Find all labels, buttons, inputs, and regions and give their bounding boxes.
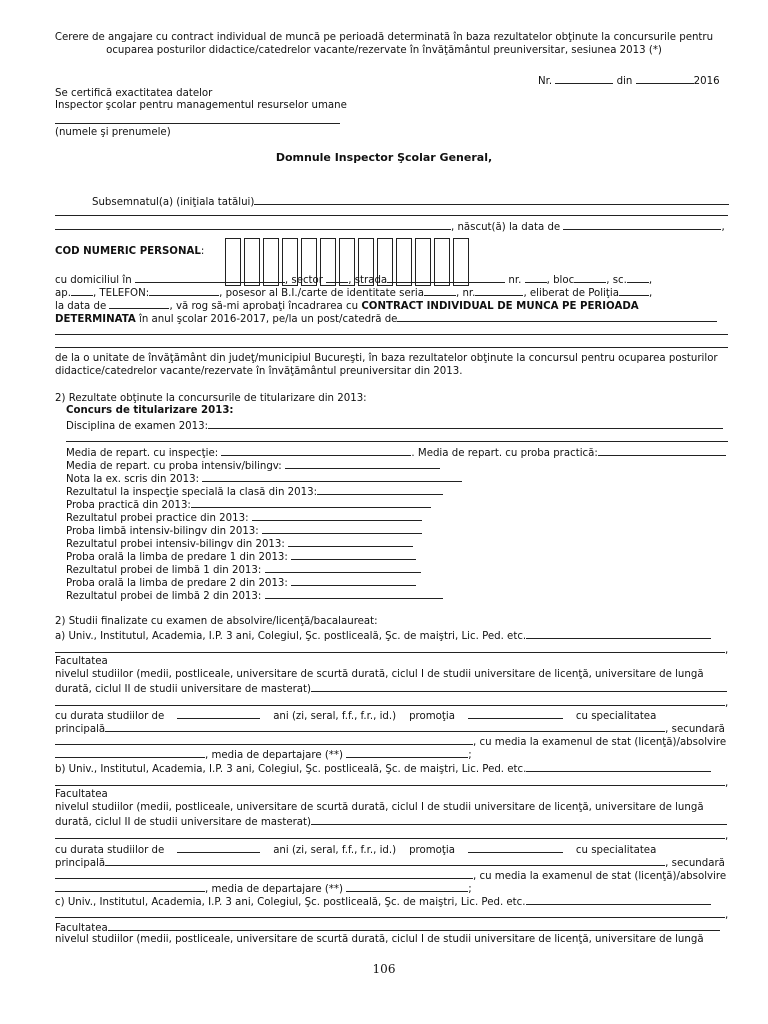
result-field[interactable]: [317, 485, 443, 495]
principala-b-field[interactable]: [105, 856, 665, 866]
certify-line-1: Se certifică exactitatea datelor: [55, 88, 213, 99]
domiciliu-row: cu domiciliul în , sector , strada nr. , bloc , sc. ,: [55, 275, 653, 286]
result-field[interactable]: [262, 524, 422, 534]
result-field[interactable]: [202, 472, 462, 482]
name-continuation-field[interactable]: [55, 215, 728, 216]
name-field-2[interactable]: [55, 220, 451, 230]
result-field[interactable]: [265, 563, 421, 573]
institution-b-field-2[interactable]: [55, 776, 725, 786]
media-insp-field[interactable]: [221, 446, 411, 456]
result-field-row: Rezultatul la inspecţie specială la clasă din 2013:: [66, 485, 443, 499]
nivel-a-line-1: nivelul studiilor (medii, postliceale, universitare de scurtă durată, ciclul I de studii universitare de licenţă, universitare de lungă: [55, 669, 704, 680]
facultatea-b-row: Facultatea: [55, 789, 108, 800]
year-label: 2016: [693, 76, 720, 87]
principala-a-row: principală , secundară: [55, 724, 725, 735]
media-insp-row: Media de repart. cu inspecţie: . Media de repart. cu proba practică:: [66, 446, 726, 460]
nivel-a-field[interactable]: [311, 682, 727, 692]
facultatea-c-field[interactable]: [108, 921, 720, 931]
disciplina-field-2[interactable]: [66, 441, 728, 442]
name-hint: (numele şi prenumele): [55, 127, 171, 138]
promotia-a-field[interactable]: [468, 709, 563, 719]
promotia-b-field[interactable]: [468, 843, 563, 853]
header-line-1: Cerere de angajare cu contract individual de muncă pe perioadă determinată în baza rezultatelor obţinute la concursurile pentru: [54, 32, 714, 43]
results-title: 2) Rezultate obţinute la concursurile de titularizare din 2013:: [55, 393, 367, 404]
studies-b-row: b) Univ., Institutul, Academia, I.P. 3 ani, Colegiul, Şc. postliceală, Şc. de maiştri, Lic. Ped. etc.: [55, 762, 711, 776]
durata-b-row: cu durata studiilor de ani (zi, seral, f.f., f.r., id.) promoţia cu specialitatea: [55, 845, 657, 856]
scara-field[interactable]: [627, 273, 649, 283]
institution-b-field[interactable]: [526, 762, 711, 772]
cnp-label: COD NUMERIC PERSONAL: [55, 246, 201, 257]
certify-line-2: Inspector şcolar pentru managementul resurselor umane: [55, 100, 347, 111]
result-field[interactable]: [291, 576, 416, 586]
result-field[interactable]: [265, 589, 443, 599]
departajare-a-row: , media de departajare (**) ;: [55, 748, 472, 762]
result-field-row: Rezultatul probei de limbă 2 din 2013:: [66, 589, 443, 603]
result-field[interactable]: [288, 537, 413, 547]
results-subtitle: Concurs de titularizare 2013:: [66, 405, 234, 416]
media-stat-a-row: , cu media la examenul de stat (licenţă)/absolvire: [55, 735, 726, 749]
din-label: din: [616, 76, 633, 87]
result-field[interactable]: [285, 459, 440, 469]
phone-field[interactable]: [149, 286, 219, 296]
nivel-a-line-2: durată, ciclul II de studii universitare de masterat): [55, 682, 727, 696]
facultatea-a-row: Facultatea: [55, 656, 108, 667]
nivel-b-line-2: durată, ciclul II de studii universitare de masterat): [55, 815, 727, 829]
media-practica-field[interactable]: [598, 446, 726, 456]
para-line-1: de la o unitate de învăţământ din judeţ/municipiul Bucureşti, în baza rezultatelor obţinute la concursul pentru ocuparea posturilor: [55, 353, 718, 364]
media-stat-b-field[interactable]: [55, 882, 205, 892]
apartment-row: ap. , TELEFON: , posesor al B.I./carte de identitate seria , nr. , eliberat de Poliţia ,: [55, 288, 653, 299]
nr-label: Nr.: [538, 76, 553, 87]
result-field[interactable]: [291, 550, 416, 560]
institution-b-row-2: ,: [55, 776, 728, 790]
duration-a-field[interactable]: [177, 709, 260, 719]
nivel-c-line-1: nivelul studiilor (medii, postliceale, universitare de scurtă durată, ciclul I de studii universitare de licenţă, universitare de lungă: [55, 934, 704, 945]
durata-a-row: cu durata studiilor de ani (zi, seral, f.f., f.r., id.) promoţia cu specialitatea: [55, 711, 657, 722]
nivel-b-field-2[interactable]: [55, 829, 725, 839]
subsemnatul-row: [92, 195, 729, 209]
police-field[interactable]: [619, 286, 649, 296]
duration-b-field[interactable]: [177, 843, 260, 853]
departajare-a-field[interactable]: [346, 748, 468, 758]
principala-b-row: principală , secundară: [55, 858, 725, 869]
birth-date-field[interactable]: [563, 220, 721, 230]
institution-c-row-2: ,: [55, 908, 728, 922]
result-field-row: Proba limbă intensiv-bilingv din 2013:: [66, 524, 422, 538]
para-line-2: didactice/catedrelor vacante/rezervate în învăţământul preuniversitar din 2013.: [55, 366, 463, 377]
date-field[interactable]: [636, 74, 694, 84]
studies-a-row: a) Univ., Institutul, Academia, I.P. 3 ani, Colegiul, Şc. postliceală, Şc. de maiştri, Lic. Ped. etc.: [55, 629, 711, 643]
post-field-3[interactable]: [55, 347, 728, 348]
nivel-b-line-1: nivelul studiilor (medii, postliceale, universitare de scurtă durată, ciclul I de studii universitare de licenţă, universitare de lungă: [55, 802, 704, 813]
result-field-row: Nota la ex. scris din 2013:: [66, 472, 462, 486]
institution-a-field[interactable]: [526, 629, 711, 639]
nivel-b-row-3: ,: [55, 829, 728, 843]
apartment-field[interactable]: [71, 286, 93, 296]
departajare-b-row: , media de departajare (**) ;: [55, 882, 472, 896]
strada-field[interactable]: [387, 273, 505, 283]
media-stat-b-row: , cu media la examenul de stat (licenţă)/absolvire: [55, 869, 726, 883]
media-stat-a-field[interactable]: [55, 748, 205, 758]
result-field-row: Rezultatul probei de limbă 1 din 2013:: [66, 563, 421, 577]
name-field[interactable]: [254, 195, 729, 205]
post-field-2[interactable]: [55, 334, 728, 335]
nivel-b-field[interactable]: [311, 815, 727, 825]
nr-field[interactable]: [555, 74, 613, 84]
institution-c-field[interactable]: [526, 895, 711, 905]
institution-c-field-2[interactable]: [55, 908, 725, 918]
result-field-row: Media de repart. cu proba intensiv/bilingv:: [66, 459, 440, 473]
studies-title: 2) Studii finalizate cu examen de absolvire/licenţă/bacalaureat:: [55, 616, 378, 627]
disciplina-row: Disciplina de examen 2013:: [66, 419, 723, 433]
departajare-b-field[interactable]: [346, 882, 468, 892]
nr-line: [538, 74, 720, 88]
nascut-label: , născut(ă) la data de: [451, 222, 561, 233]
determinata-row: DETERMINATA în anul şcolar 2016-2017, pe/la un post/catedră de: [55, 312, 717, 326]
inspector-name-field[interactable]: [55, 123, 340, 124]
result-field-row: Proba orală la limba de predare 2 din 2013:: [66, 576, 416, 590]
secundara-a-field[interactable]: [55, 735, 473, 745]
salutation: Domnule Inspector Şcolar General,: [275, 151, 493, 164]
post-field[interactable]: [397, 312, 717, 322]
result-field[interactable]: [252, 511, 422, 521]
result-field-row: Rezultatul probei intensiv-bilingv din 2013:: [66, 537, 413, 551]
header-line-2: ocuparea posturilor didactice/catedrelor vacante/rezervate în învăţământul preuniversitar, sesiunea 2013 (*): [106, 45, 662, 56]
studies-c-row: c) Univ., Institutul, Academia, I.P. 3 ani, Colegiul, Şc. postliceală, Şc. de maiştri, Lic. Ped. etc.: [55, 895, 711, 909]
domiciliu-field[interactable]: [135, 273, 285, 283]
nascut-row: , născut(ă) la data de ,: [55, 220, 725, 234]
cnp-label-row: COD NUMERIC PERSONAL:: [55, 246, 205, 257]
page-number: 106: [372, 962, 396, 976]
street-number-field[interactable]: [525, 273, 547, 283]
bloc-field[interactable]: [574, 273, 606, 283]
nivel-a-row-3: ,: [55, 696, 728, 710]
approval-row: la data de , vă rog să-mi aprobaţi încadrarea cu CONTRACT INDIVIDUAL DE MUNCA PE PERIOADA: [55, 301, 639, 312]
result-field-row: Proba orală la limba de predare 1 din 2013:: [66, 550, 416, 564]
subsemnatul-label: Subsemnatul(a) (iniţiala tatălui): [92, 197, 255, 208]
id-series-field[interactable]: [424, 286, 456, 296]
institution-a-field-2[interactable]: [55, 643, 725, 653]
disciplina-field[interactable]: [208, 419, 723, 429]
result-field[interactable]: [191, 498, 431, 508]
institution-a-row-2: ,: [55, 643, 728, 657]
nivel-a-field-2[interactable]: [55, 696, 725, 706]
id-number-field[interactable]: [475, 286, 523, 296]
result-field-row: Proba practică din 2013:: [66, 498, 431, 512]
id-date-field[interactable]: [109, 299, 169, 309]
result-field-row: Rezultatul probei practice din 2013:: [66, 511, 422, 525]
facultatea-c-row: Facultatea: [55, 921, 720, 935]
secundara-b-field[interactable]: [55, 869, 473, 879]
principala-a-field[interactable]: [105, 722, 665, 732]
sector-field[interactable]: [326, 273, 348, 283]
